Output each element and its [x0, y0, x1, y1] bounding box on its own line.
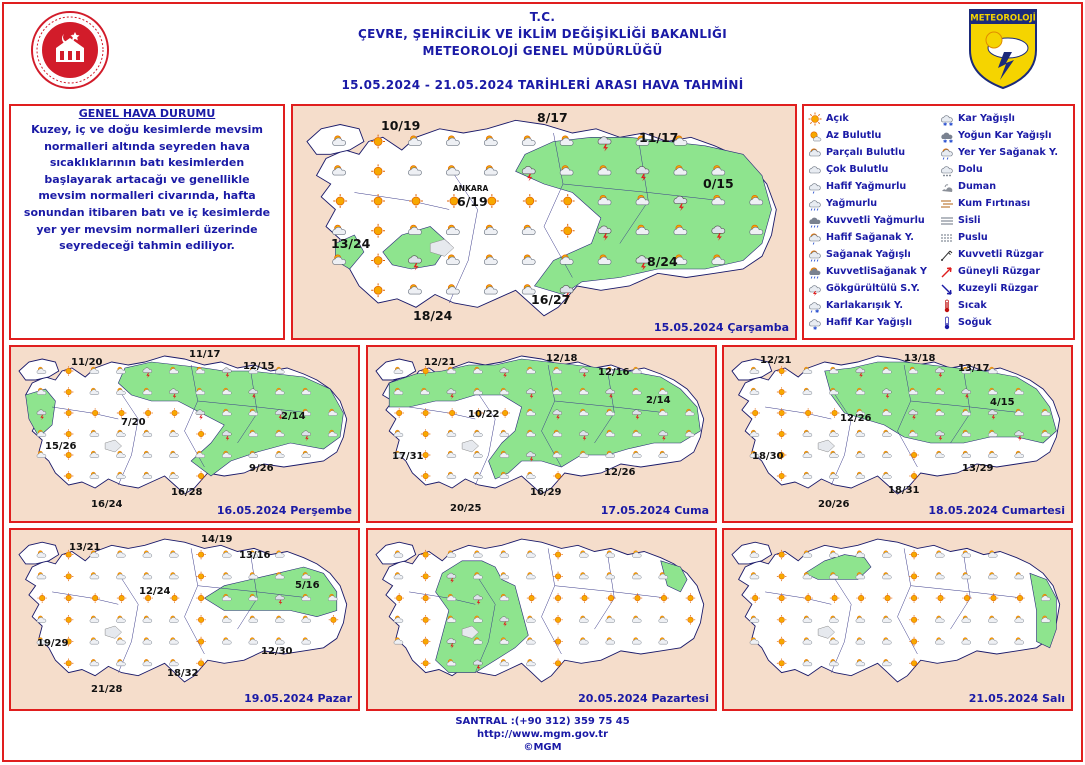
- legend-label: Güneyli Rüzgar: [958, 266, 1041, 277]
- heavy-snow-icon: [940, 129, 954, 143]
- temperature-label: 21/28: [91, 684, 123, 695]
- legend-label: Yoğun Kar Yağışlı: [958, 130, 1052, 141]
- legend-item: [808, 110, 849, 127]
- legend-label: Sağanak Yağışlı: [826, 249, 911, 260]
- temperature-label: 2/14: [281, 411, 306, 422]
- header-ministry: ÇEVRE, ŞEHİRCİLİK VE İKLİM DEĞİŞİKLİĞİ BAKANLIĞI: [358, 27, 727, 41]
- temperature-label: 14/19: [201, 534, 233, 545]
- temperature-label: 12/30: [261, 646, 293, 657]
- main-map-panel: [291, 104, 797, 340]
- day-panel-3: [722, 345, 1073, 523]
- temperature-label: 8/17: [537, 110, 568, 125]
- temperature-label: 18/32: [167, 668, 199, 679]
- rain-icon: [808, 197, 822, 211]
- legend-item: [808, 161, 888, 178]
- legend-label: Kum Fırtınası: [958, 198, 1031, 209]
- footer-phone: SANTRAL :(+90 312) 359 75 45: [455, 716, 630, 727]
- legend-item: [940, 195, 1030, 212]
- legend-label: Sıcak: [958, 300, 987, 311]
- temperature-label: 18/30: [752, 451, 784, 462]
- day-panel-1: [9, 345, 360, 523]
- temperature-label: 6/19: [457, 194, 488, 209]
- legend-item: [808, 144, 905, 161]
- legend-item: [808, 127, 881, 144]
- sleet-icon: [808, 299, 822, 313]
- legend-item: [940, 229, 988, 246]
- header-directorate: METEOROLOJİ GENEL MÜDÜRLÜĞÜ: [422, 44, 663, 58]
- header-line-tc: T.C.: [529, 10, 556, 24]
- legend-label: Hafif Kar Yağışlı: [826, 317, 913, 328]
- svg-text:✱ ✱: ✱ ✱: [943, 121, 954, 126]
- header-forecast-range: 15.05.2024 - 21.05.2024 TARİHLERİ ARASI HAVA TAHMİNİ: [341, 78, 744, 92]
- partly-cloudy-icon: [808, 146, 822, 160]
- legend-item: [808, 263, 927, 280]
- legend-label: Çok Bulutlu: [826, 164, 889, 175]
- hail-icon: [940, 163, 954, 177]
- day-panel-6: [722, 528, 1073, 711]
- meteorology-logo-icon: [968, 8, 1038, 90]
- temperature-label: 18/31: [888, 485, 920, 496]
- legend-item: [808, 229, 914, 246]
- light-shower-icon: [808, 231, 822, 245]
- legend-item: [940, 314, 992, 331]
- temperature-label: 16/27: [531, 292, 571, 307]
- sun-small-cloud-icon: [808, 129, 822, 143]
- temperature-label: 12/16: [598, 367, 630, 378]
- svg-text:✱ ✱: ✱ ✱: [943, 138, 954, 143]
- temperature-label: 8/24: [647, 254, 678, 269]
- north-wind-icon: [940, 282, 954, 296]
- legend-label: Duman: [958, 181, 997, 192]
- temperature-label: 12/15: [243, 361, 275, 372]
- legend-label: Az Bulutlu: [826, 130, 882, 141]
- temperature-label: 13/29: [962, 463, 994, 474]
- svg-text:✱: ✱: [813, 325, 818, 330]
- light-snow-icon: [808, 316, 822, 330]
- legend-item: [940, 127, 1052, 144]
- temperature-label: 11/20: [71, 357, 103, 368]
- sun-icon: [808, 112, 822, 126]
- legend-label: Kuzeyli Rüzgar: [958, 283, 1039, 294]
- turkey-map: [724, 530, 1071, 709]
- temperature-label: 20/26: [818, 499, 850, 510]
- temperature-label: 12/18: [546, 353, 578, 364]
- legend-item: [940, 144, 1058, 161]
- legend-label: Parçalı Bulutlu: [826, 147, 906, 158]
- temperature-label: 4/15: [990, 397, 1015, 408]
- temperature-label: 13/17: [958, 363, 990, 374]
- turkey-map: [11, 530, 358, 709]
- temperature-label: 13/18: [904, 353, 936, 364]
- legend-item: [808, 212, 925, 229]
- temperature-label: 16/24: [91, 499, 123, 510]
- turkey-map: [368, 530, 715, 709]
- day-panel-5: [366, 528, 717, 711]
- temperature-label: 15/26: [45, 441, 77, 452]
- temperature-label: 5/16: [295, 580, 320, 591]
- legend-panel: [802, 104, 1075, 340]
- general-weather-panel: [9, 104, 285, 340]
- legend-label: Kar Yağışlı: [958, 113, 1015, 124]
- map-date-label: 17.05.2024 Cuma: [600, 504, 709, 517]
- temperature-label: 16/29: [530, 487, 562, 498]
- header: [0, 0, 1085, 100]
- temperature-label: 12/26: [604, 467, 636, 478]
- legend-item: [940, 280, 1038, 297]
- map-date-label: 19.05.2024 Pazar: [244, 692, 352, 705]
- legend-item: [940, 263, 1040, 280]
- legend-label: Sisli: [958, 215, 981, 226]
- day-panel-4: [9, 528, 360, 711]
- legend-item: [808, 178, 906, 195]
- legend-item: [940, 110, 1015, 127]
- temperature-label: 12/24: [139, 586, 171, 597]
- legend-label: Yer Yer Sağanak Y.: [958, 147, 1059, 158]
- temperature-label: 13/24: [331, 236, 371, 251]
- legend-label: Hafif Sağanak Y.: [826, 232, 914, 243]
- temperature-label: 19/29: [37, 638, 69, 649]
- light-rain-icon: [808, 180, 822, 194]
- legend-item: [940, 246, 1044, 263]
- general-weather-text: Kuzey, iç ve doğu kesimlerde mevsim normalleri altında seyreden hava sıcaklıklarının batı kesimlerden başlayarak artacağı ve genellikle mevsim normalleri civarında, hafta sonundan itibaren batı ve iç kesimlerde yer yer mevsim normalleri üzerinde seyredeceği tahmin ediliyor.: [23, 123, 271, 253]
- fog-icon: [940, 214, 954, 228]
- footer-copyright: ©MGM: [523, 742, 562, 753]
- temperature-label: 7/20: [121, 417, 146, 428]
- temperature-label: 18/24: [413, 308, 453, 323]
- general-weather-title: GENEL HAVA DURUMU: [78, 107, 216, 120]
- temperature-label: 13/16: [239, 550, 271, 561]
- legend-item: [940, 161, 983, 178]
- footer-url[interactable]: http://www.mgm.gov.tr: [476, 729, 609, 740]
- temperature-label: 10/22: [468, 409, 500, 420]
- sandstorm-icon: [940, 197, 954, 211]
- map-date-label: 16.05.2024 Perşembe: [216, 504, 352, 517]
- legend-item: [808, 297, 903, 314]
- strong-wind-icon: [940, 248, 954, 262]
- legend-label: Kuvvetli Yağmurlu: [826, 215, 925, 226]
- map-date-label: 21.05.2024 Salı: [968, 692, 1065, 705]
- legend-label: Yağmurlu: [826, 198, 878, 209]
- legend-item: [808, 195, 877, 212]
- temperature-label: 12/21: [760, 355, 792, 366]
- cold-icon: [940, 316, 954, 330]
- legend-label: Soğuk: [958, 317, 992, 328]
- temperature-label: 11/17: [639, 130, 679, 145]
- hot-icon: [940, 299, 954, 313]
- temperature-label: 0/15: [703, 176, 734, 191]
- temperature-label: 10/19: [381, 118, 421, 133]
- smoke-icon: [940, 180, 954, 194]
- temperature-label: 20/25: [450, 503, 482, 514]
- temperature-label: 9/26: [249, 463, 274, 474]
- haze-icon: [940, 231, 954, 245]
- temperature-label: 11/17: [189, 349, 221, 360]
- legend-label: Dolu: [958, 164, 983, 175]
- legend-item: [808, 280, 920, 297]
- legend-label: Puslu: [958, 232, 988, 243]
- temperature-label: 16/28: [171, 487, 203, 498]
- local-shower-icon: [940, 146, 954, 160]
- legend-label: Gökgürültülü S.Y.: [826, 283, 920, 294]
- legend-item: [808, 246, 911, 263]
- legend-label: Karlakarışık Y.: [826, 300, 903, 311]
- svg-text:METEOROLOJİ: METEOROLOJİ: [970, 13, 1036, 24]
- legend-label: KuvvetliSağanak Y: [826, 266, 927, 277]
- south-wind-icon: [940, 265, 954, 279]
- legend-item: [940, 178, 996, 195]
- ministry-seal-icon: [30, 10, 110, 90]
- day-panel-2: [366, 345, 717, 523]
- legend-item: [808, 314, 912, 331]
- legend-label: Açık: [826, 113, 849, 124]
- temperature-label: 12/21: [424, 357, 456, 368]
- heavy-shower-icon: [808, 265, 822, 279]
- legend-item: [940, 297, 987, 314]
- snow-icon: [940, 112, 954, 126]
- legend-label: Hafif Yağmurlu: [826, 181, 907, 192]
- temperature-label: 17/31: [392, 451, 424, 462]
- map-date-label: 18.05.2024 Cumartesi: [928, 504, 1065, 517]
- cloud-icon: [808, 163, 822, 177]
- temperature-label: 13/21: [69, 542, 101, 553]
- map-date-label: 15.05.2024 Çarşamba: [653, 321, 789, 334]
- svg-text:✱: ✱: [815, 308, 820, 313]
- city-label-ankara: ANKARA: [453, 184, 489, 193]
- temperature-label: 2/14: [646, 395, 671, 406]
- temperature-label: 12/26: [840, 413, 872, 424]
- legend-item: [940, 212, 981, 229]
- legend-label: Kuvvetli Rüzgar: [958, 249, 1044, 260]
- heavy-rain-icon: [808, 214, 822, 228]
- map-date-label: 20.05.2024 Pazartesi: [578, 692, 709, 705]
- shower-icon: [808, 248, 822, 262]
- thunderstorm-icon: [808, 282, 822, 296]
